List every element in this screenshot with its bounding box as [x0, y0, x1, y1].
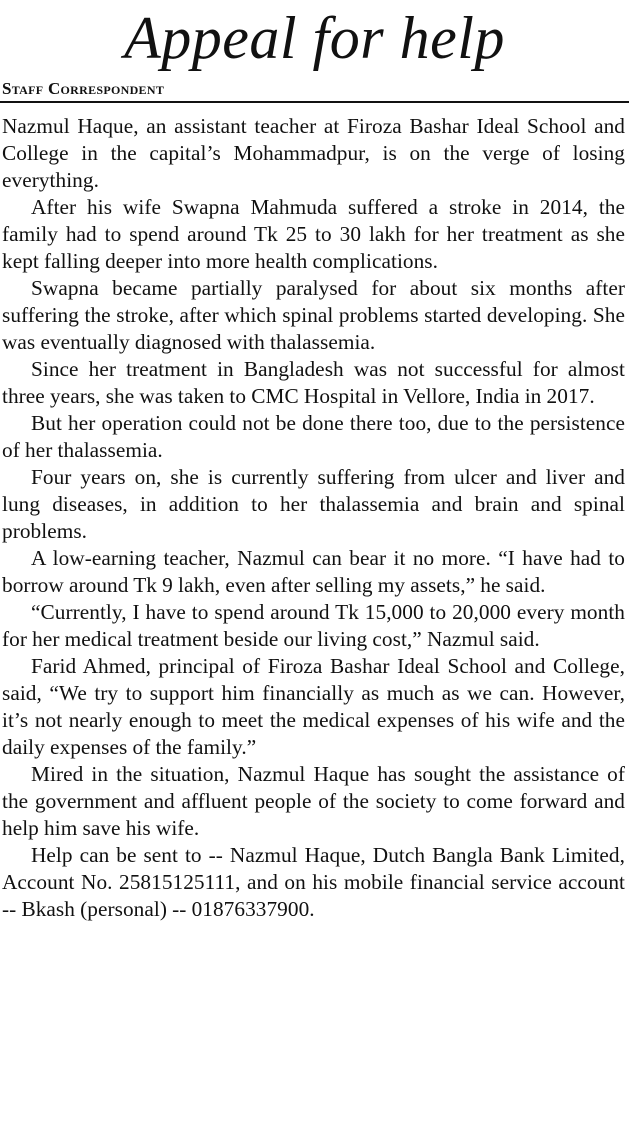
article-paragraph-7: A low-earning teacher, Nazmul can bear it no more. “I have had to borrow around Tk 9 lakh, even after selling my assets,” he said.: [2, 546, 625, 597]
article-paragraph-3: Swapna became partially paralysed for about six months after suffering the stroke, after which spinal problems started developing. She was eventually diagnosed with thalassemia.: [2, 276, 625, 354]
article-paragraph-1: Nazmul Haque, an assistant teacher at Firoza Bashar Ideal School and College in the capital’s Mohammadpur, is on the verge of losing everything.: [2, 114, 625, 192]
article-paragraph-4: Since her treatment in Bangladesh was not successful for almost three years, she was taken to CMC Hospital in Vellore, India in 2017.: [2, 357, 625, 408]
article-paragraph-8: “Currently, I have to spend around Tk 15,000 to 20,000 every month for her medical treatment beside our living cost,” Nazmul said.: [2, 600, 625, 651]
byline-divider: [0, 101, 629, 103]
article-paragraph-2: After his wife Swapna Mahmuda suffered a stroke in 2014, the family had to spend around Tk 25 to 30 lakh for her treatment as she kept falling deeper into more health complications.: [2, 195, 625, 273]
article-paragraph-5: But her operation could not be done there too, due to the persistence of her thalassemia.: [2, 411, 625, 462]
byline: Staff Correspondent: [2, 79, 165, 98]
article-body: [0, 113, 626, 923]
article-paragraph-10: Mired in the situation, Nazmul Haque has sought the assistance of the government and affluent people of the society to come forward and help him save his wife.: [2, 762, 625, 840]
article-paragraph-6: Four years on, she is currently suffering from ulcer and liver and lung diseases, in addition to her thalassemia and brain and spinal problems.: [2, 465, 625, 543]
headline: Appeal for help: [124, 5, 505, 71]
article-paragraph-11: Help can be sent to -- Nazmul Haque, Dutch Bangla Bank Limited, Account No. 25815125111, and on his mobile financial service account -- Bkash (personal) -- 01876337900.: [2, 843, 625, 921]
article-paragraph-9: Farid Ahmed, principal of Firoza Bashar Ideal School and College, said, “We try to support him financially as much as we can. However, it’s not nearly enough to meet the medical expenses of his wife and the daily expenses of the family.”: [2, 654, 625, 759]
